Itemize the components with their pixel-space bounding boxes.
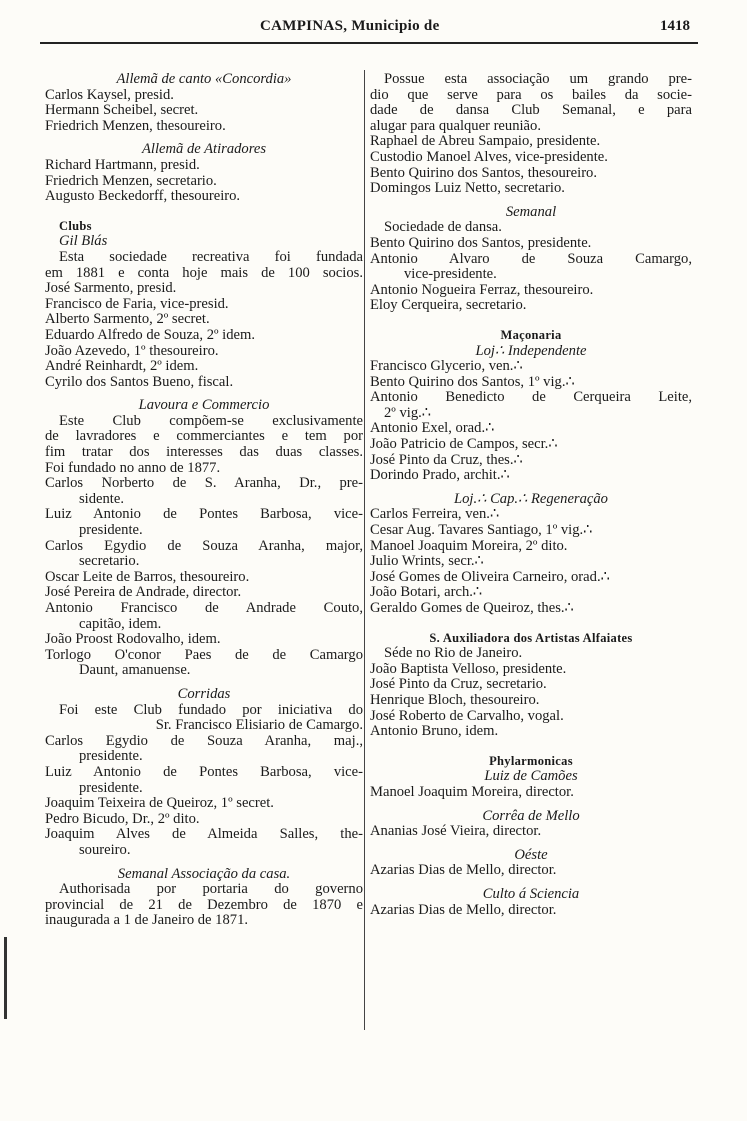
text-line: Cesar Aug. Tavares Santiago, 1º vig.∴ (370, 522, 593, 539)
text-line: José Pinto da Cruz, secretario. (370, 676, 547, 693)
section-heading: S. Auxiliadora dos Artistas Alfaiates (429, 630, 633, 645)
text-line: Friedrich Menzen, thesoureiro. (45, 117, 226, 134)
text-line: José Pinto da Cruz, thes.∴ (370, 451, 523, 468)
text-line: em 1881 e conta hoje mais de 100 socios. (45, 264, 363, 281)
text-line: Joaquim Teixeira de Queiroz, 1º secret. (45, 795, 274, 812)
subsection-heading: Loj.∴ Cap.∴ Regeneração (454, 490, 608, 507)
text-line: Torlogo O'conor Paes de de Camargo (45, 646, 363, 663)
text-line: Cyrilo dos Santos Bueno, fiscal. (45, 373, 234, 390)
text-line: Antonio Bruno, idem. (370, 723, 499, 740)
text-line: Authorisada por portaria do governo (59, 881, 363, 898)
text-line: José Gomes de Oliveira Carneiro, orad.∴ (370, 568, 610, 585)
text-line: Oscar Leite de Barros, thesoureiro. (45, 568, 250, 585)
text-line: 2º vig.∴ (384, 404, 432, 421)
text-line: dade de dansa Club Semanal, e para (370, 102, 692, 119)
text-line: presidente. (79, 522, 143, 539)
subsection-heading: Luiz de Camões (484, 768, 578, 785)
text-line: alugar para qualquer reunião. (370, 117, 541, 134)
text-line: João Azevedo, 1º thesoureiro. (45, 342, 219, 359)
text-line: Antonio Benedicto de Cerqueira Leite, (370, 389, 692, 406)
header-rule (40, 42, 698, 44)
text-line: Eduardo Alfredo de Souza, 2º idem. (45, 326, 255, 343)
text-line: Séde no Rio de Janeiro. (384, 645, 523, 662)
text-line: Carlos Ferreira, ven.∴ (370, 506, 500, 523)
text-line: Foi fundado no anno de 1877. (45, 459, 221, 476)
text-line: inaugurada a 1 de Janeiro de 1871. (45, 912, 249, 929)
page-number: 1418 (660, 18, 690, 34)
text-line: João Baptista Velloso, presidente. (370, 660, 567, 677)
text-line: Luiz Antonio de Pontes Barbosa, vice- (45, 506, 363, 523)
text-line: Sociedade de dansa. (384, 219, 502, 236)
section-heading: Phylarmonicas (489, 753, 573, 768)
text-line: Azarias Dias de Mello, director. (370, 901, 557, 918)
text-line: Este Club compõem-se exclusivamente (59, 412, 363, 429)
text-line: Manoel Joaquim Moreira, 2º dito. (370, 537, 568, 554)
spacer (370, 740, 692, 754)
text-line: Geraldo Gomes de Queiroz, thes.∴ (370, 600, 574, 616)
text-line: Luiz Antonio de Pontes Barbosa, vice- (45, 763, 363, 780)
page-header (40, 18, 720, 38)
left-column (45, 72, 363, 929)
text-line: Francisco Glycerio, ven.∴ (370, 358, 523, 375)
text-line: dio que serve para os bailes da socie- (370, 86, 692, 103)
text-line: José Sarmento, presid. (45, 280, 177, 297)
text-line: André Reinhardt, 2º idem. (45, 358, 199, 375)
text-line: Antonio Nogueira Ferraz, thesoureiro. (370, 281, 594, 298)
subsection-heading: Allemã de Atiradores (141, 141, 267, 158)
column-divider (364, 70, 365, 1030)
text-line: Henrique Bloch, thesoureiro. (370, 691, 540, 708)
subsection-heading: Allemã de canto «Concordia» (116, 71, 292, 87)
subsection-heading: Corrêa de Mello (482, 807, 580, 824)
section-heading: Clubs (59, 218, 92, 233)
text-line: Sr. Francisco Elisiario de Camargo. (155, 717, 363, 734)
text-line: João Proost Rodovalho, idem. (45, 631, 221, 648)
right-column (370, 72, 692, 918)
text-line: Augusto Beckedorff, thesoureiro. (45, 188, 241, 205)
text-line: Azarias Dias de Mello, director. (370, 862, 557, 879)
text-line: soureiro. (79, 841, 131, 858)
text-line: sidente. (79, 490, 124, 507)
text-line: Carlos Egydio de Souza Aranha, maj., (45, 732, 363, 749)
text-line: João Patricio de Campos, secr.∴ (370, 436, 558, 453)
text-line: Bento Quirino dos Santos, thesoureiro. (370, 164, 597, 181)
text-line: Hermann Scheibel, secret. (45, 102, 199, 119)
text-line: Eloy Cerqueira, secretario. (370, 297, 527, 314)
subsection-heading: Semanal (505, 203, 557, 220)
text-line: capitão, idem. (79, 615, 162, 632)
running-title: CAMPINAS, Municipio de (260, 18, 440, 34)
text-line: Carlos Kaysel, presid. (45, 86, 174, 103)
text-line: Alberto Sarmento, 2º secret. (45, 311, 210, 328)
text-line: Antonio Alvaro de Souza Camargo, (370, 250, 692, 267)
text-line: secretario. (79, 553, 140, 570)
text-line: Custodio Manoel Alves, vice-presidente. (370, 148, 608, 165)
text-line: fim tratar dos interesses das duas classes. (45, 444, 363, 461)
text-line: Dorindo Prado, archit.∴ (370, 467, 510, 484)
text-line: vice-presidente. (404, 266, 497, 283)
text-line: Antonio Francisco de Andrade Couto, (45, 600, 363, 616)
subsection-heading: Gil Blás (59, 233, 108, 250)
text-line: Carlos Norberto de S. Aranha, Dr., pre- (45, 475, 363, 492)
text-line: Raphael de Abreu Sampaio, presidente. (370, 133, 601, 150)
text-line: Antonio Exel, orad.∴ (370, 420, 495, 437)
section-heading: Maçonaria (500, 327, 562, 342)
text-line: Bento Quirino dos Santos, presidente. (370, 234, 592, 251)
text-line: presidente. (79, 748, 143, 765)
text-line: Friedrich Menzen, secretario. (45, 172, 217, 189)
text-line: Carlos Egydio de Souza Aranha, major, (45, 537, 363, 554)
text-line: Esta sociedade recreativa foi fundada (59, 248, 363, 265)
margin-mark (4, 937, 7, 1019)
text-line: Domingos Luiz Netto, secretario. (370, 180, 565, 197)
subsection-heading: Corridas (177, 685, 231, 702)
subsection-heading: Culto á Sciencia (482, 885, 580, 902)
text-line: Daunt, amanuense. (79, 662, 191, 679)
text-line: Manoel Joaquim Moreira, director. (370, 783, 574, 800)
text-line: José Pereira de Andrade, director. (45, 584, 242, 601)
text-line: Richard Hartmann, presid. (45, 156, 200, 173)
subsection-heading: Loj∴ Independente (475, 342, 587, 359)
spacer (370, 617, 692, 631)
text-line: Foi este Club fundado por iniciativa do (59, 701, 363, 718)
text-line: provincial de 21 de Dezembro de 1870 e (45, 896, 363, 913)
text-line: Pedro Bicudo, Dr., 2º dito. (45, 810, 200, 827)
text-line: José Roberto de Carvalho, vogal. (370, 707, 564, 724)
text-line: Julio Wrints, secr.∴ (370, 553, 484, 570)
spacer (370, 314, 692, 328)
text-line: Bento Quirino dos Santos, 1º vig.∴ (370, 373, 575, 390)
text-line: João Botari, arch.∴ (370, 584, 483, 601)
text-line: Ananias José Vieira, director. (370, 823, 542, 840)
subsection-heading: Oéste (514, 846, 548, 863)
text-line: de lavradores e commerciantes e tem por (45, 428, 363, 445)
subsection-heading: Semanal Associação da casa. (117, 865, 291, 882)
text-line: Francisco de Faria, vice-presid. (45, 295, 229, 312)
text-line: Possue esta associação um grando pre- (384, 71, 692, 87)
text-line: Joaquim Alves de Almeida Salles, the- (45, 826, 363, 843)
text-line: presidente. (79, 779, 143, 796)
spacer (45, 205, 363, 219)
subsection-heading: Lavoura e Commercio (138, 397, 270, 414)
